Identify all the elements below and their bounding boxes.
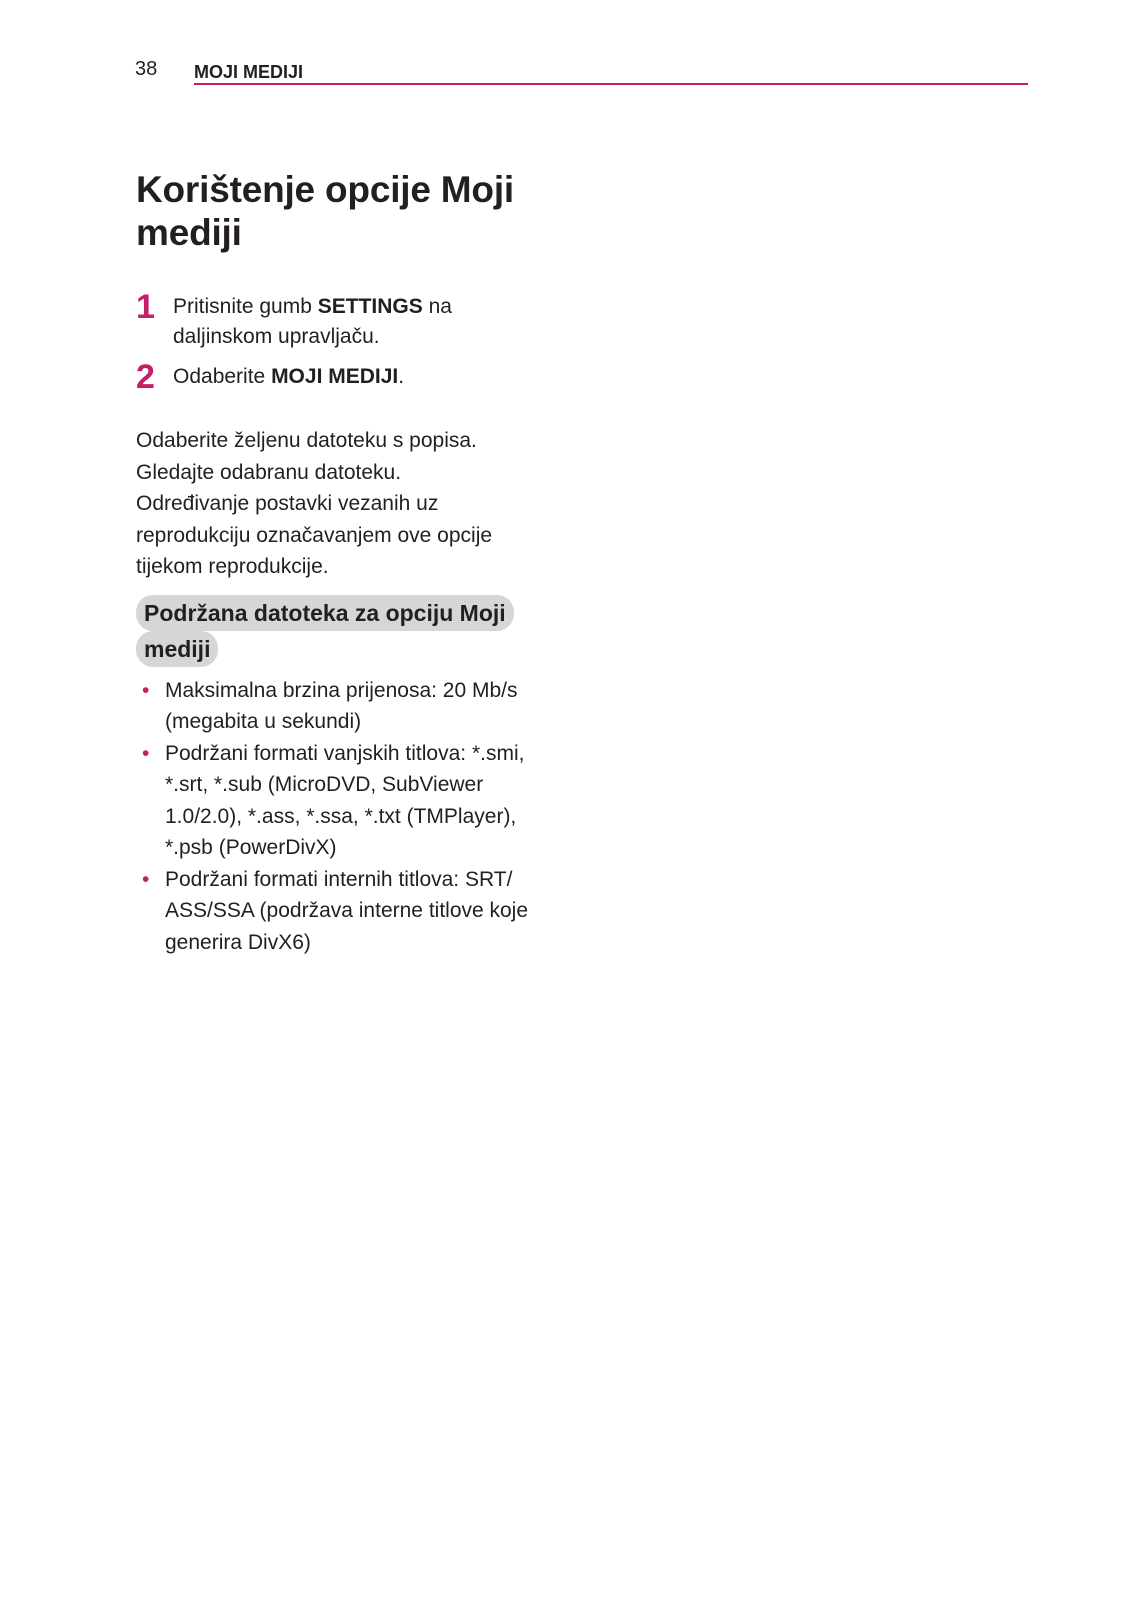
page-number: 38 bbox=[135, 58, 158, 80]
section-name: MOJI MEDIJI bbox=[194, 62, 304, 82]
header-rule bbox=[194, 83, 1028, 85]
list-item bbox=[136, 738, 556, 864]
description-paragraph: Odaberite željenu datoteku s popisa. bbox=[136, 429, 477, 452]
step-text-end: . bbox=[398, 365, 405, 388]
subheading-line-2: mediji bbox=[136, 631, 218, 667]
bullet-dot-icon: • bbox=[142, 867, 150, 891]
list-item-text: Podržani formati vanjskih titlova: *.smi, *.srt, *.sub (MicroDVD, SubViewer 1.0/2.0), *.ass, *.ssa, *.txt (TMPlayer), *.psb (PowerDivX) bbox=[165, 741, 525, 859]
steps-list bbox=[136, 288, 556, 396]
bullet-dot-icon: • bbox=[142, 741, 150, 765]
bullet-dot-icon: • bbox=[142, 678, 150, 702]
list-item bbox=[136, 864, 556, 959]
step-item bbox=[136, 288, 556, 352]
page-header bbox=[135, 58, 1028, 84]
subheading bbox=[136, 595, 556, 667]
step-keyword: MOJI MEDIJI bbox=[271, 365, 399, 388]
list-item bbox=[136, 675, 556, 738]
step-text: Pritisnite gumb bbox=[173, 295, 318, 318]
description bbox=[136, 425, 556, 583]
main-content bbox=[136, 168, 556, 958]
bullet-list bbox=[136, 675, 556, 959]
step-item bbox=[136, 358, 556, 396]
page-title-line-2: mediji bbox=[136, 212, 242, 253]
description-paragraph: Određivanje postavki vezanih uz reprodukciju označavanjem ove opcije tijekom reprodukcije. bbox=[136, 492, 493, 578]
step-number: 1 bbox=[136, 288, 155, 326]
list-item-text: Maksimalna brzina prijenosa: 20 Mb/s (megabita u sekundi) bbox=[165, 678, 518, 733]
list-item-text: Podržani formati internih titlova: SRT/ ASS/SSA (podržava interne titlove koje generira DivX6) bbox=[165, 867, 529, 954]
step-keyword: SETTINGS bbox=[317, 295, 423, 318]
description-paragraph: Gledajte odabranu datoteku. bbox=[136, 460, 402, 484]
step-text-end: na daljinskom upravljaču. bbox=[173, 295, 452, 348]
step-number: 2 bbox=[136, 358, 155, 396]
subheading-line-1: Podržana datoteka za opciju Moji bbox=[136, 595, 514, 631]
page-title-line-1: Korištenje opcije Moji bbox=[136, 169, 514, 210]
step-text: Odaberite bbox=[173, 365, 272, 388]
page-title bbox=[136, 168, 556, 254]
